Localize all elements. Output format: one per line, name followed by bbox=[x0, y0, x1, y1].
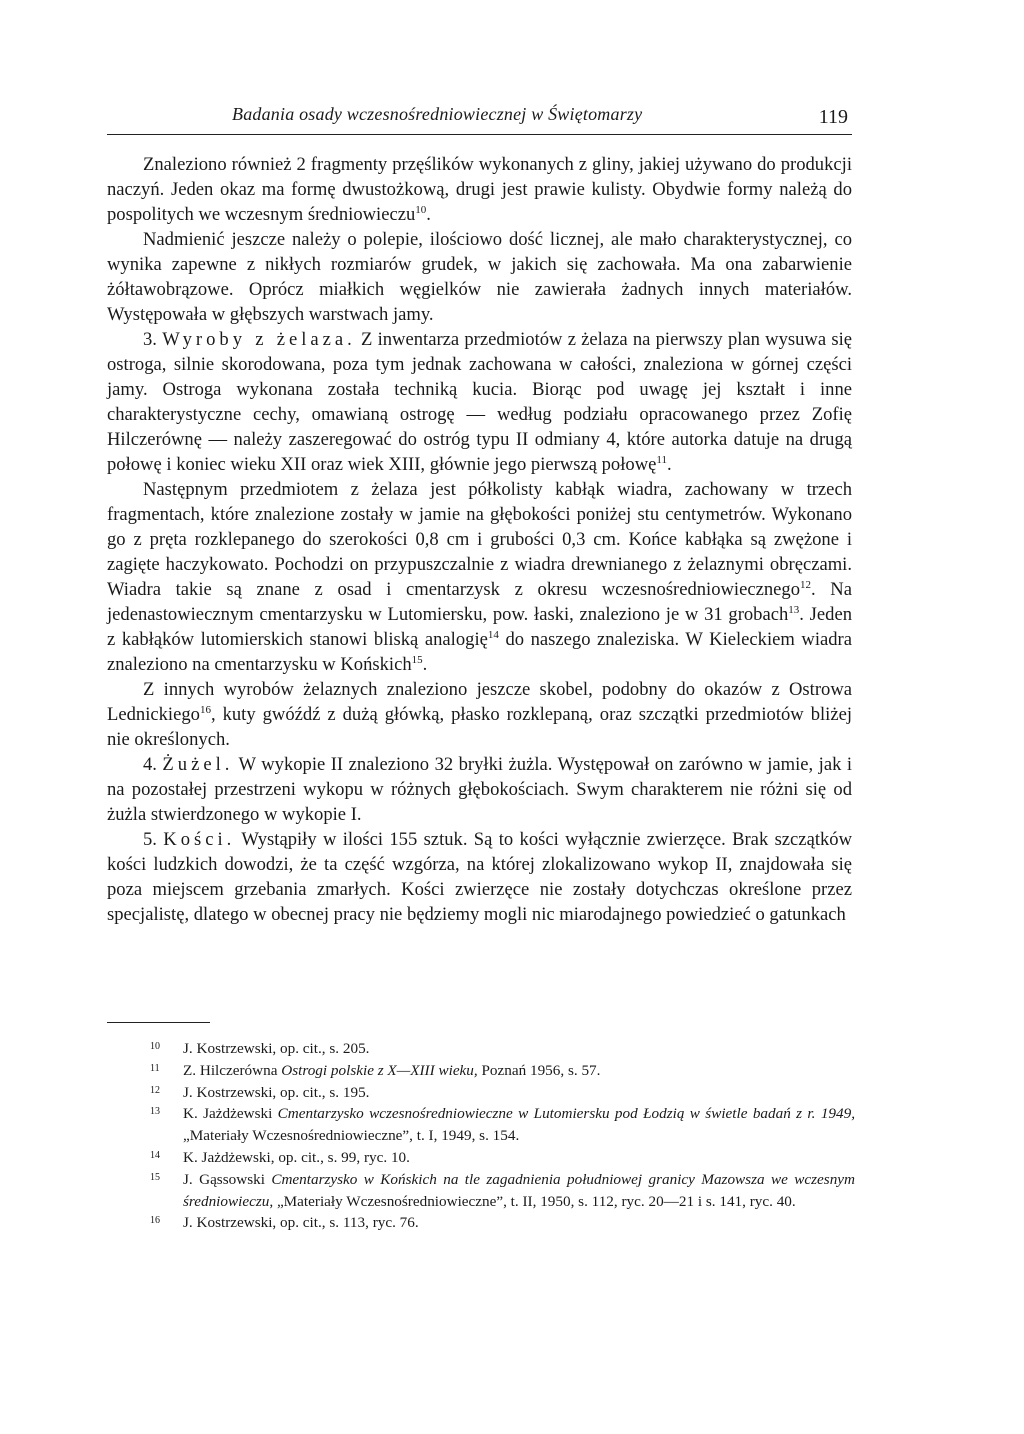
footnote-number: 16 bbox=[150, 1215, 160, 1227]
footnote bbox=[150, 1212, 855, 1234]
footnote-text: „Materiały Wczesnośredniowieczne”, t. II, 1950, s. 112, ryc. 20—21 i s. 141, ryc. 40. bbox=[273, 1192, 796, 1210]
paragraph-text: Z inwentarza przedmiotów z żelaza na pierwszy plan wysuwa się ostroga, silnie skorodowana, poza tym jednak zachowana w całości, znaleziona w górnej części jamy. Ostroga wykonana została techniką kucia. Biorąc pod uwagę jej kształt i inne charakterystyczne cechy, omawianą ostrogę — według podziału opracowanego przez Zofię Hilczerównę — należy zaszeregować do ostróg typu II odmiany 4, które autorka datuje na drugą połowę i koniec wieku XII oraz wiek XIII, głównie jego pierwszą połowę bbox=[107, 329, 852, 475]
footnote-ref: 10 bbox=[415, 203, 427, 216]
paragraph-text: . bbox=[426, 204, 431, 225]
footnotes bbox=[150, 1038, 855, 1234]
paragraph-text: Wystąpiły w ilości 155 sztuk. Są to kości wyłącznie zwierzęce. Brak szczątków kości ludzkich dowodzi, że ta część wzgórza, na której zlokalizowano wykop II, znajdowała się poza miejscem grzebania zmarłych. Kości zwierzęce nie zostały dotychczas określone przez specjalistę, dlatego w obecnej pracy nie będziemy mogli nic miarodajnego powiedzieć o gatunkach bbox=[107, 829, 853, 925]
footnote-title: Cmentarzysko wczesnośredniowieczne w Lutomiersku pod Łodzią w świetle badań z r. 1949, bbox=[277, 1105, 855, 1123]
footnote-text: K. Jażdżewski, op. cit., s. 99, ryc. 10. bbox=[183, 1148, 410, 1166]
paragraph-text: do naszego znaleziska. W Kieleckiem wiadra znaleziono na cmentarzysku w Końskich bbox=[107, 629, 852, 675]
paragraph-text: Następnym przedmiotem z żelaza jest półkolisty kabłąk wiadra, zachowany w trzech fragmentach, które znalezione zostały w jamie na głębokości poniżej stu centymetrów. Wykonano go z pręta rozklepanego do szerokości 0,8 cm i grubości 0,3 cm. Końce kabłąka są zwężone i zagięte haczykowato. Pochodzi on przypuszczalnie z wiadra drewnianego z żelaznymi obręczami. Wiadra takie są znane z osad i cmentarzysk z okresu wczesnośredniowiecznego bbox=[107, 479, 852, 600]
paragraph-text: . bbox=[422, 654, 428, 675]
page-header bbox=[107, 100, 852, 135]
paragraph bbox=[107, 677, 852, 752]
footnote-number: 14 bbox=[150, 1149, 160, 1161]
body-text bbox=[107, 152, 852, 927]
footnote-text: J. Kostrzewski, op. cit., s. 195. bbox=[183, 1083, 370, 1101]
footnote bbox=[150, 1147, 855, 1169]
paragraph-text: W wykopie II znaleziono 32 bryłki żużla. Występował on zarówno w jamie, jak i na pozostałej przestrzeni wykopu w różnych głębokościach. Swym charakterem nie różni się od żużla stwierdzonego w wykopie I. bbox=[107, 754, 853, 825]
footnote-number: 10 bbox=[150, 1041, 160, 1052]
paragraph-text: , kuty gwóźdź z dużą główką, płasko rozklepaną, oraz szczątki przedmiotów bliżej nie określonych. bbox=[107, 704, 852, 750]
section-heading: Żużel. bbox=[162, 754, 234, 775]
footnote bbox=[150, 1082, 855, 1104]
footnote-divider bbox=[107, 1022, 210, 1023]
section-heading: Kości. bbox=[163, 829, 236, 850]
paragraph-text: . Jeden z kabłąków lutomierskich stanowi bliską analogię bbox=[107, 604, 853, 650]
paragraph bbox=[107, 227, 852, 327]
footnote-number: 12 bbox=[150, 1084, 160, 1096]
section-number: 3. bbox=[143, 329, 157, 350]
footnote-text: J. Gąssowski bbox=[183, 1170, 272, 1188]
footnote bbox=[150, 1038, 855, 1060]
footnote-text: Z. Hilczerówna bbox=[183, 1061, 282, 1079]
footnote-text: K. Jażdżewski bbox=[183, 1105, 278, 1123]
footnote-text: J. Kostrzewski, op. cit., s. 205. bbox=[183, 1040, 370, 1057]
paragraph-text: . bbox=[666, 454, 672, 475]
paragraph bbox=[107, 327, 852, 477]
paragraph bbox=[107, 827, 852, 927]
footnote-number: 13 bbox=[150, 1106, 160, 1118]
paragraph-text: Z innych wyrobów żelaznych znaleziono jeszcze skobel, podobny do okazów z Ostrowa Lednickiego bbox=[107, 679, 852, 725]
paragraph bbox=[107, 152, 852, 227]
footnote-title: Ostrogi polskie z X—XIII wieku, bbox=[281, 1061, 478, 1079]
footnote bbox=[150, 1060, 855, 1082]
footnote-number: 11 bbox=[150, 1062, 160, 1074]
footnote bbox=[150, 1103, 855, 1147]
section-number: 5. bbox=[143, 829, 157, 850]
page-number: 119 bbox=[818, 106, 848, 128]
footnote-ref: 15 bbox=[411, 653, 423, 666]
footnote-text: J. Kostrzewski, op. cit., s. 113, ryc. 76. bbox=[183, 1214, 419, 1232]
section-heading: Wyroby z żelaza. bbox=[162, 329, 356, 350]
paragraph-text: . Na jedenastowiecznym cmentarzysku w Lutomiersku, pow. łaski, znaleziono je w 31 grobach bbox=[107, 579, 852, 625]
footnote-ref: 14 bbox=[487, 628, 499, 641]
footnote-ref: 12 bbox=[800, 578, 811, 591]
paragraph bbox=[107, 752, 852, 827]
footnote-text: „Materiały Wczesnośredniowieczne”, t. I, 1949, s. 154. bbox=[183, 1127, 520, 1145]
section-number: 4. bbox=[143, 754, 157, 775]
footnote-number: 15 bbox=[150, 1171, 160, 1183]
footnote-title: Cmentarzysko w Końskich na tle zagadnienia południowej granicy Mazowsza we wczesnym średniowieczu, bbox=[183, 1170, 855, 1210]
running-title: Badania osady wczesnośredniowiecznej w Świętomarzy bbox=[232, 104, 643, 124]
footnote-ref: 16 bbox=[199, 703, 211, 716]
paragraph-text: Nadmienić jeszcze należy o polepie, ilościowo dość licznej, ale mało charakterystycznej, co wynika zapewne z nikłych rozmiarów grudek, w jakich się zachowała. Ma ona zabarwienie żółtawobrązowe. Oprócz miałkich węgielków nie zawierała żadnych innych materiałów. Występowała w głębszych warstwach jamy. bbox=[107, 229, 852, 325]
footnote-ref: 13 bbox=[788, 603, 800, 616]
paragraph bbox=[107, 477, 852, 677]
paragraph-text: Znaleziono również 2 fragmenty przęślików wykonanych z gliny, jakiej używano do produkcji naczyń. Jeden okaz ma formę dwustożkową, drugi jest prawie kulisty. Obydwie formy należą do pospolitych we wczesnym średniowieczu bbox=[107, 154, 852, 225]
footnote bbox=[150, 1169, 855, 1213]
footnote-ref: 11 bbox=[656, 453, 667, 466]
footnote-text: Poznań 1956, s. 57. bbox=[477, 1061, 601, 1079]
